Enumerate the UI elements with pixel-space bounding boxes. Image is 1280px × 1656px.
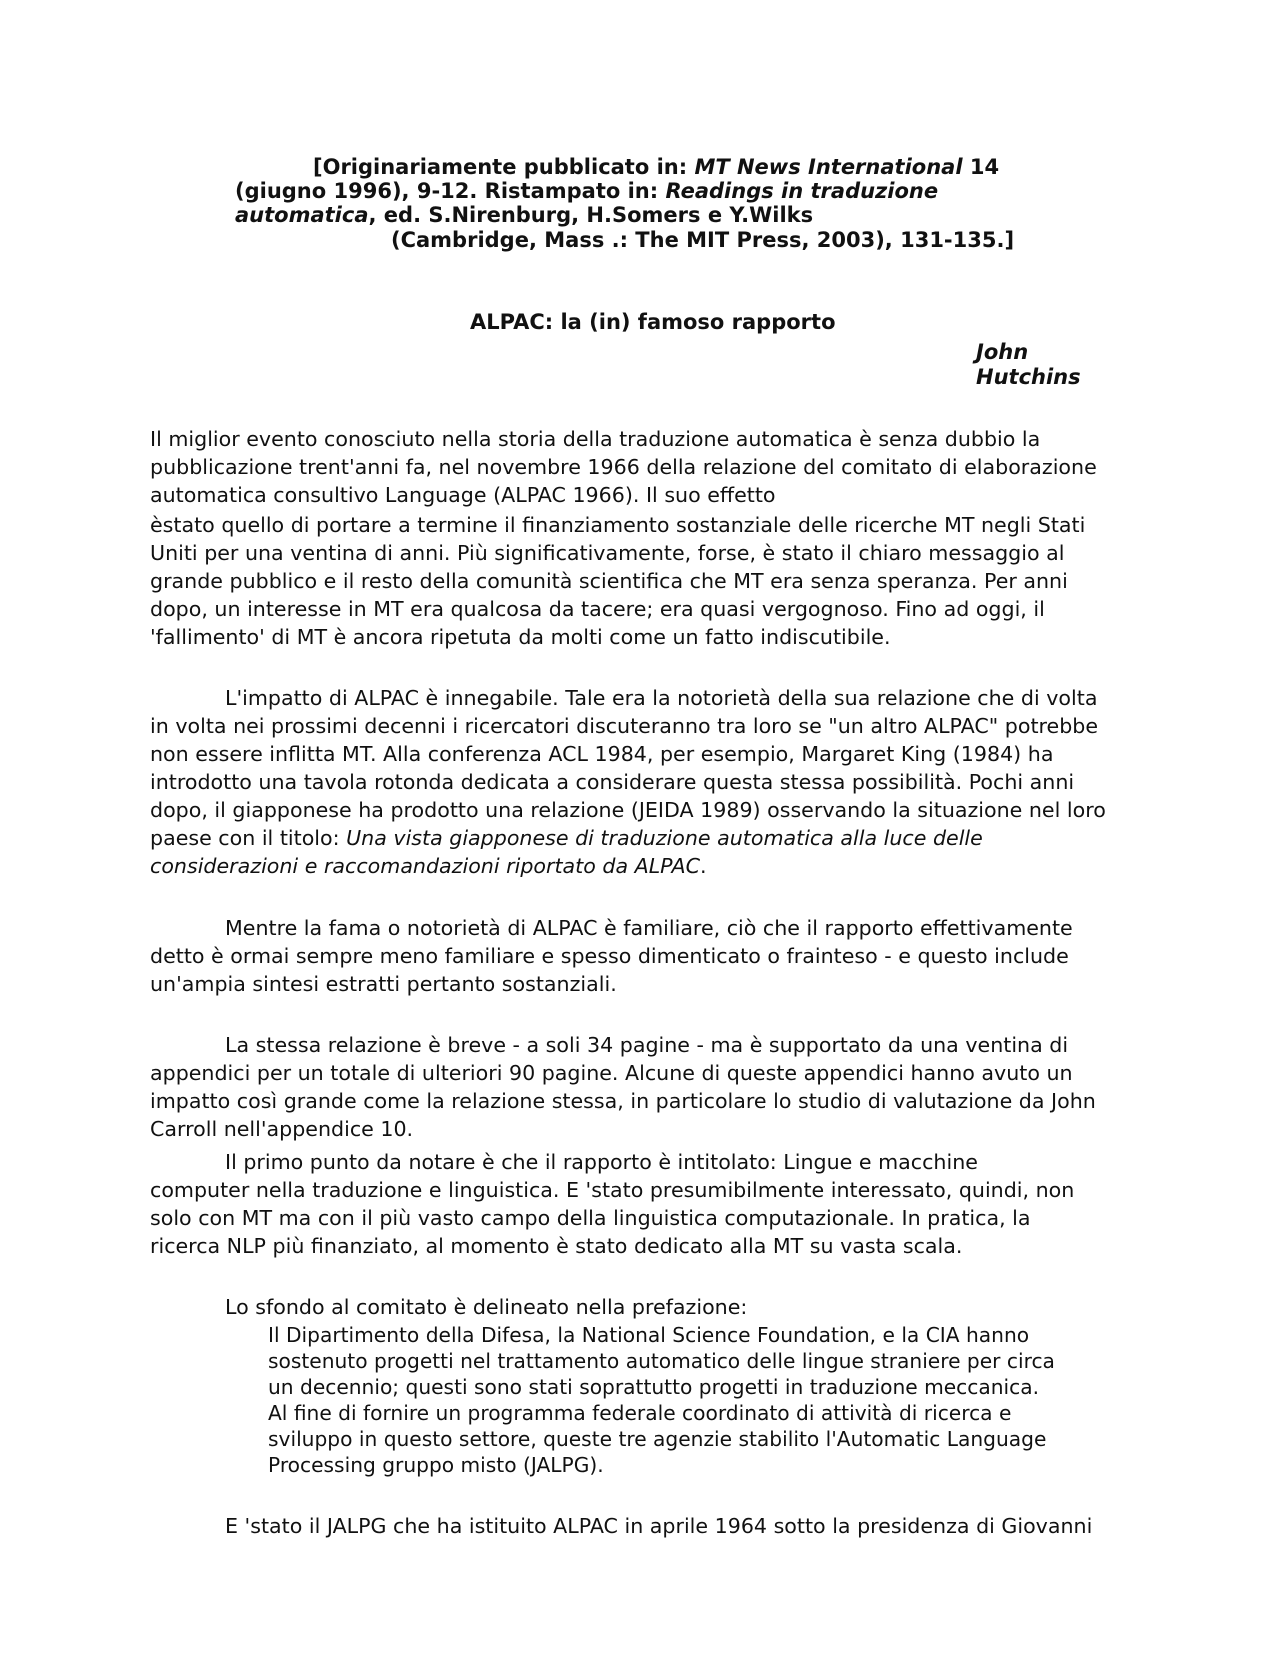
author-name <box>976 340 1081 390</box>
paragraph-line: solo con MT ma con il più vasto campo della linguistica computazionale. In pratica, la <box>150 1206 1031 1230</box>
paragraph-line: La stessa relazione è breve - a soli 34 pagine - ma è supportato da una ventina di <box>225 1033 1069 1057</box>
paragraph-line <box>150 824 983 852</box>
paragraph-line: grande pubblico e il resto della comunità scientifica che MT era senza speranza. Per anni <box>150 569 1068 593</box>
paragraph-line: detto è ormai sempre meno familiare e spesso dimenticato o frainteso - e questo include <box>150 944 1069 968</box>
paragraph-line: Lo sfondo al comitato è delineato nella prefazione: <box>225 1295 748 1319</box>
paragraph-line: E 'stato il JALPG che ha istituito ALPAC in aprile 1964 sotto la presidenza di Giovanni <box>225 1514 1093 1538</box>
citation-text: (Cambridge, Mass .: The MIT Press, 2003), 131-135.] <box>391 228 1015 252</box>
paragraph-line: automatica consultivo Language (ALPAC 1966). Il suo effetto <box>150 483 776 507</box>
paragraph-line: impatto così grande come la relazione stessa, in particolare lo studio di valutazione da John <box>150 1089 1096 1113</box>
citation-line-3 <box>235 203 813 228</box>
paragraph-text: paese con il titolo: <box>150 826 347 850</box>
paragraph-text: . <box>700 854 707 878</box>
quote-line: Al fine di fornire un programma federale coordinato di attività di ricerca e <box>268 1401 1012 1425</box>
paragraph-line: introdotto una tavola rotonda dedicata a considerare questa stessa possibilità. Pochi anni <box>150 770 1075 794</box>
report-title-italic: Una vista giapponese di traduzione automatica alla luce delle <box>346 826 983 850</box>
paragraph-line <box>150 852 707 880</box>
citation-text: (giugno 1996), 9-12. Ristampato in: <box>235 179 666 203</box>
quote-line: sostenuto progetti nel trattamento automatico delle lingue straniere per circa <box>268 1349 1055 1373</box>
citation-text: [Originariamente pubblicato in: <box>313 155 695 179</box>
author-last-name: Hutchins <box>976 365 1081 389</box>
paragraph-line: èstato quello di portare a termine il finanziamento sostanziale delle ricerche MT negli Stati <box>150 513 1086 537</box>
paragraph-line: Il miglior evento conosciuto nella storia della traduzione automatica è senza dubbio la <box>150 427 1041 451</box>
paragraph-line: non essere inflitta MT. Alla conferenza ACL 1984, per esempio, Margaret King (1984) ha <box>150 742 1054 766</box>
citation-text: , ed. S.Nirenburg, H.Somers e Y.Wilks <box>368 203 814 227</box>
paragraph-line: un'ampia sintesi estratti pertanto sostanziali. <box>150 972 617 996</box>
paragraph-line: pubblicazione trent'anni fa, nel novembre 1966 della relazione del comitato di elaborazione <box>150 455 1097 479</box>
citation-line-1 <box>313 155 999 180</box>
paragraph-line: Il primo punto da notare è che il rapporto è intitolato: Lingue e macchine <box>225 1150 978 1174</box>
paragraph-line: dopo, il giapponese ha prodotto una relazione (JEIDA 1989) osservando la situazione nel loro <box>150 798 1106 822</box>
author-first-name: John <box>976 340 1029 364</box>
paragraph-line: 'fallimento' di MT è ancora ripetuta da molti come un fatto indiscutibile. <box>150 625 891 649</box>
citation-text: 14 <box>962 155 1000 179</box>
quote-line: sviluppo in questo settore, queste tre agenzie stabilito l'Automatic Language <box>268 1427 1047 1451</box>
paragraph-line: Carroll nell'appendice 10. <box>150 1117 414 1141</box>
paragraph-line: Mentre la fama o notorietà di ALPAC è familiare, ciò che il rapporto effettivamente <box>225 916 1073 940</box>
paragraph-line: ricerca NLP più finanziato, al momento è stato dedicato alla MT su vasta scala. <box>150 1234 963 1258</box>
paragraph-line: dopo, un interesse in MT era qualcosa da tacere; era quasi vergognoso. Fino ad oggi, il <box>150 597 1045 621</box>
paragraph-line: computer nella traduzione e linguistica. E 'stato presumibilmente interessato, quindi, non <box>150 1178 1075 1202</box>
citation-book: Readings in traduzione <box>665 179 939 203</box>
citation-line-4 <box>391 228 1014 253</box>
paragraph-line: L'impatto di ALPAC è innegabile. Tale era la notorietà della sua relazione che di volta <box>225 686 1098 710</box>
document-title: ALPAC: la (in) famoso rapporto <box>470 310 836 334</box>
quote-line: un decennio; questi sono stati soprattutto progetti in traduzione meccanica. <box>268 1375 1040 1399</box>
citation-journal: MT News International <box>694 155 963 179</box>
citation-line-2 <box>235 179 938 204</box>
paragraph-line: appendici per un totale di ulteriori 90 pagine. Alcune di queste appendici hanno avuto un <box>150 1061 1073 1085</box>
paragraph-line: Uniti per una ventina di anni. Più significativamente, forse, è stato il chiaro messaggio al <box>150 541 1065 565</box>
report-title-italic: considerazioni e raccomandazioni riportato da ALPAC <box>150 854 701 878</box>
paragraph-line: in volta nei prossimi decenni i ricercatori discuteranno tra loro se "un altro ALPAC" potrebbe <box>150 714 1099 738</box>
quote-line: Il Dipartimento della Difesa, la National Science Foundation, e la CIA hanno <box>268 1323 1030 1347</box>
citation-book: automatica <box>235 203 369 227</box>
quote-line: Processing gruppo misto (JALPG). <box>268 1453 604 1477</box>
